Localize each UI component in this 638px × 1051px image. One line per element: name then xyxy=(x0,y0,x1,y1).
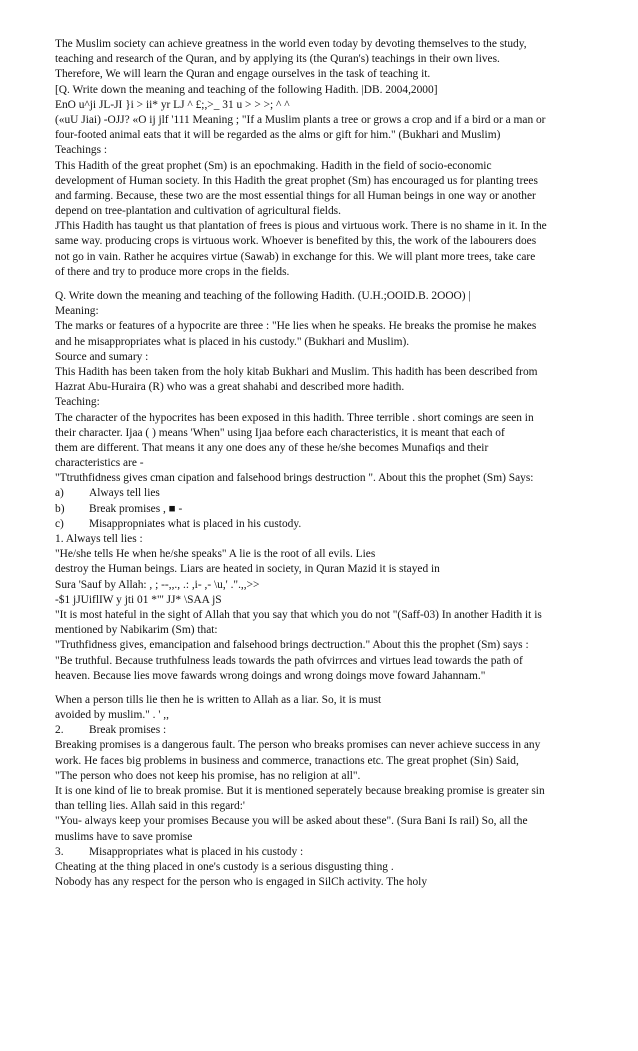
text-line: "Be truthful. Because truthfulness leads towards the path ofvirrces and virtues lead towards the path of xyxy=(55,654,523,667)
list-item-text: Always tell lies xyxy=(89,487,160,500)
list-marker: c) xyxy=(55,517,64,530)
text-line: («uU Jiai) -OJJ? «O ij jlf '111 Meaning ; "If a Muslim plants a tree or grows a crop and if a bird or a man or xyxy=(55,113,546,126)
text-line: Meaning: xyxy=(55,305,99,318)
text-line: development of Human society. In this Hadith the great prophet (Sm) has encouraged us for planting trees xyxy=(55,174,538,187)
text-line: 1. Always tell lies : xyxy=(55,533,143,545)
list-item xyxy=(55,517,595,532)
section-liar-note xyxy=(55,693,595,723)
item-heading: Misappropriates what is placed in his custody : xyxy=(89,845,304,858)
text-line: "The person who does not keep his promise, has no religion at all". xyxy=(55,769,361,782)
text-line: work. He faces big problems in business and commerce, tranactions etc. The great prophet (Sin) Said, xyxy=(55,754,519,767)
text-line: same way. producing crops is virtuous work. Whoever is benefited by this, the work of the labourers does xyxy=(55,235,537,248)
text-line: Therefore, We will learn the Quran and engage ourselves in the task of teaching it. xyxy=(55,68,431,81)
list-characteristics xyxy=(55,486,595,532)
text-line: Source and sumary : xyxy=(55,350,149,363)
item-marker: 2. xyxy=(55,724,64,737)
text-line: them are different. That means it any one does any of these he/she becomes Munafiqs and their xyxy=(55,441,489,454)
text-line: Q. Write down the meaning and teaching of the following Hadith. (U.H.;OOID.B. 2OOO) | xyxy=(55,290,471,302)
text-line: JThis Hadith has taught us that plantation of frees is pious and virtuous work. There is no shame in it. In the xyxy=(55,220,547,233)
list-item-text: Misappropniates what is placed in his custody. xyxy=(89,517,302,530)
item-heading: Break promises : xyxy=(89,724,167,737)
section-breaking-promises xyxy=(55,738,595,844)
text-line: their character. Ijaa ( ) means 'When" using Ijaa before each characteristics, it is meant that each of xyxy=(55,426,505,439)
text-line: EnO u^ji JL-JI }i > ii* yr LJ ^ £;,>_ 31 u > > >; ^ ^ xyxy=(55,98,290,111)
paragraph-gap xyxy=(55,280,595,289)
text-line: destroy the Human beings. Liars are heated in society, in Quran Mazid it is stayed in xyxy=(55,563,440,576)
list-marker: b) xyxy=(55,502,65,515)
text-line: avoided by muslim." . ' ,, xyxy=(55,709,169,722)
numbered-heading-misappropriation xyxy=(55,845,595,860)
document-body xyxy=(55,37,595,890)
text-line: than telling lies. Allah said in this regard:' xyxy=(55,800,245,813)
text-line: Hazrat Abu-Huraira (R) who was a great shahabi and described more hadith. xyxy=(55,381,405,394)
text-line: muslims have to save promise xyxy=(55,830,193,843)
text-line: four-footed animal eats that it will be regarded as the alms or gift for him." (Bukhari and Muslim) xyxy=(55,129,501,142)
text-line: and farming. Because, these two are the most essential things for all Human beings in one way or another xyxy=(55,189,536,202)
section-hypocrite-hadith xyxy=(55,289,595,486)
text-line: It is one kind of lie to break promise. But it is mentioned seperately because breaking promise is greater sin xyxy=(55,785,545,797)
section-planting-hadith xyxy=(55,37,595,280)
text-line: teaching and research of the Quran, and by applying its (the Quran's) teachings in their own lives. xyxy=(55,53,500,66)
text-line: mentioned by Nabikarim (Sm) that: xyxy=(55,624,218,637)
list-item-text: Break promises , ■ - xyxy=(89,502,183,515)
text-line: "Truthfidness gives, emancipation and falsehood brings dectruction." About this the prophet (Sm) says : xyxy=(55,639,529,652)
text-line: This Hadith of the great prophet (Sm) is an epochmaking. Hadith in the field of socio-economic xyxy=(55,159,492,172)
paragraph-gap xyxy=(55,684,595,693)
text-line: "Ttruthfidness gives cman cipation and falsehood brings destruction ". About this the prophet (Sm) Says: xyxy=(55,472,534,485)
text-line: Cheating at the thing placed in one's custody is a serious disgusting thing . xyxy=(55,860,394,873)
text-line: not go in vain. Rather he acquires virtue (Sawab) in exchange for this. We will plant more trees, take care xyxy=(55,250,536,263)
list-item xyxy=(55,502,595,517)
text-line: Teaching: xyxy=(55,396,100,409)
list-item xyxy=(55,486,595,501)
text-line: depend on tree-plantation and cultivation of agricultural fields. xyxy=(55,205,341,218)
text-line: This Hadith has been taken from the holy kitab Bukhari and Muslim. This hadith has been described from xyxy=(55,365,538,378)
text-line: characteristics are - xyxy=(55,457,144,470)
list-marker: a) xyxy=(55,487,64,500)
text-line: "You- always keep your promises Because you will be asked about these". (Sura Bani Is rail) So, all the xyxy=(55,815,528,828)
text-line: Sura 'Sauf by Allah: , ; --,,., .: ,i- ,- \u,' .".,,>> xyxy=(55,578,260,591)
section-misappropriation xyxy=(55,860,595,890)
text-line: -$1 jJUiflIW y jti 01 *"' JJ* \SAA jS xyxy=(55,593,222,606)
text-line: "He/she tells He when he/she speaks" A lie is the root of all evils. Lies xyxy=(55,548,376,561)
text-line: Nobody has any respect for the person who is engaged in SilCh activity. The holy xyxy=(55,876,428,889)
text-line: heaven. Because lies move fawards wrong doings and wrong doings move foward Jahannam." xyxy=(55,669,486,682)
text-line: Breaking promises is a dangerous fault. The person who breaks promises can never achieve success in any xyxy=(55,739,541,752)
text-line: [Q. Write down the meaning and teaching of the following Hadith. |DB. 2004,2000] xyxy=(55,83,438,96)
text-line: The Muslim society can achieve greatness in the world even today by devoting themselves to the study, xyxy=(55,38,527,50)
text-line: Teachings : xyxy=(55,144,108,157)
text-line: When a person tills lie then he is written to Allah as a liar. So, it is must xyxy=(55,693,382,706)
text-line: of there and try to produce more crops in the fields. xyxy=(55,265,290,278)
item-marker: 3. xyxy=(55,845,64,858)
text-line: "It is most hateful in the sight of Allah that you say that which you do not "(Saff-03) In another Hadith it is xyxy=(55,608,542,621)
section-telling-lies xyxy=(55,532,595,684)
text-line: and he misappropriates what is placed in his custody." (Bukhari and Muslim). xyxy=(55,335,410,348)
numbered-heading-break-promises xyxy=(55,723,595,738)
text-line: The marks or features of a hypocrite are three : "He lies when he speaks. He breaks the promise he makes xyxy=(55,320,537,333)
text-line: The character of the hypocrites has been exposed in this hadith. Three terrible . short comings are seen in xyxy=(55,411,534,424)
